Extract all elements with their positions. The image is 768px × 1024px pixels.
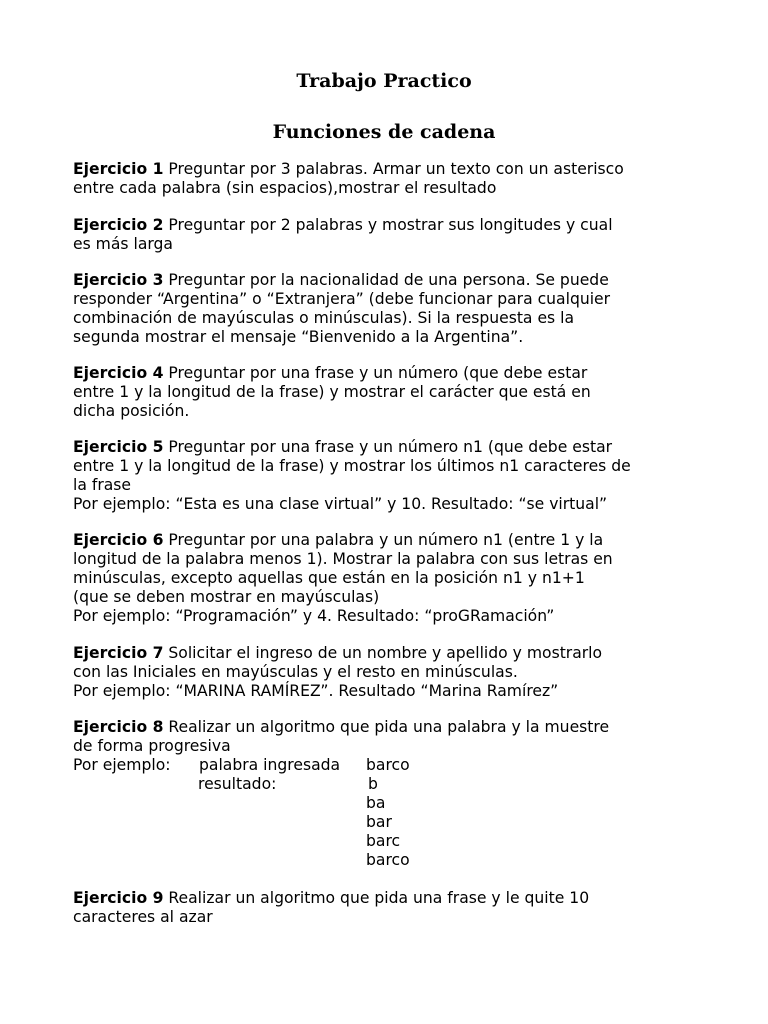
exercise-label: Ejercicio 3 [73,271,164,289]
exercise-8 [73,718,708,756]
exercise-text: Realizar un algoritmo que pida una palabra y la muestre de forma progresiva [73,718,610,755]
input-value: barco [366,756,410,774]
exercise-label: Ejercicio 2 [73,216,164,234]
exercise-label: Ejercicio 6 [73,531,164,549]
exercise-label: Ejercicio 4 [73,364,164,382]
output-line: ba [366,794,386,812]
document-title: Trabajo Practico [296,70,472,92]
exercise-5 [73,438,708,514]
exercise-text: Preguntar por 3 palabras. Armar un texto con un asterisco entre cada palabra (sin espacios),mostrar el resultado [73,160,624,197]
exercise-text: Preguntar por la nacionalidad de una persona. Se puede responder “Argentina” o “Extranjera” (debe funcionar para cualquier combinación de mayúsculas o minúsculas). Si la respuesta es la segunda mostrar el mensaje “Bienvenido a la Argentina”. [73,271,611,346]
exercise-7 [73,644,708,701]
input-label: palabra ingresada [199,756,341,774]
result-label: resultado: [198,775,277,793]
exercise-6 [73,531,708,626]
exercise-1 [73,160,708,198]
output-line: b [368,775,378,793]
exercise-4 [73,364,708,421]
exercise-label: Ejercicio 8 [73,718,164,736]
exercise-text: Preguntar por una frase y un número (que debe estar entre 1 y la longitud de la frase) y mostrar el carácter que está en dicha posición. [73,364,591,420]
exercise-text: Solicitar el ingreso de un nombre y apellido y mostrarlo con las Iniciales en mayúsculas y el resto en minúsculas. Por ejemplo: “MARINA RAMÍREZ”. Resultado “Marina Ramírez” [73,644,603,700]
exercise-3 [73,271,708,347]
exercise-label: Ejercicio 1 [73,160,164,178]
exercise-text: Preguntar por una frase y un número n1 (que debe estar entre 1 y la longitud de la frase) y mostrar los últimos n1 caracteres de la frase Por ejemplo: “Esta es una clase virtual” y 10. Resultado: “se virtual” [73,438,631,513]
exercise-2 [73,216,708,254]
example-prefix: Por ejemplo: [73,756,171,774]
document-subtitle: Funciones de cadena [272,121,496,143]
output-line: barc [366,832,401,850]
exercise-label: Ejercicio 5 [73,438,164,456]
exercise-label: Ejercicio 7 [73,644,164,662]
output-line: bar [366,813,392,831]
exercise-text: Preguntar por 2 palabras y mostrar sus longitudes y cual es más larga [73,216,613,253]
exercise-text: Realizar un algoritmo que pida una frase y le quite 10 caracteres al azar [73,889,590,926]
exercise-label: Ejercicio 9 [73,889,164,907]
output-line: barco [366,851,410,869]
exercise-text: Preguntar por una palabra y un número n1 (entre 1 y la longitud de la palabra menos 1). Mostrar la palabra con sus letras en minúsculas, excepto aquellas que están en la posición n1 y n1+1 (que se deben mostrar en mayúsculas) Por ejemplo: “Programación” y 4. Resultado: “proGRamación” [73,531,613,625]
exercise-9 [73,889,708,927]
